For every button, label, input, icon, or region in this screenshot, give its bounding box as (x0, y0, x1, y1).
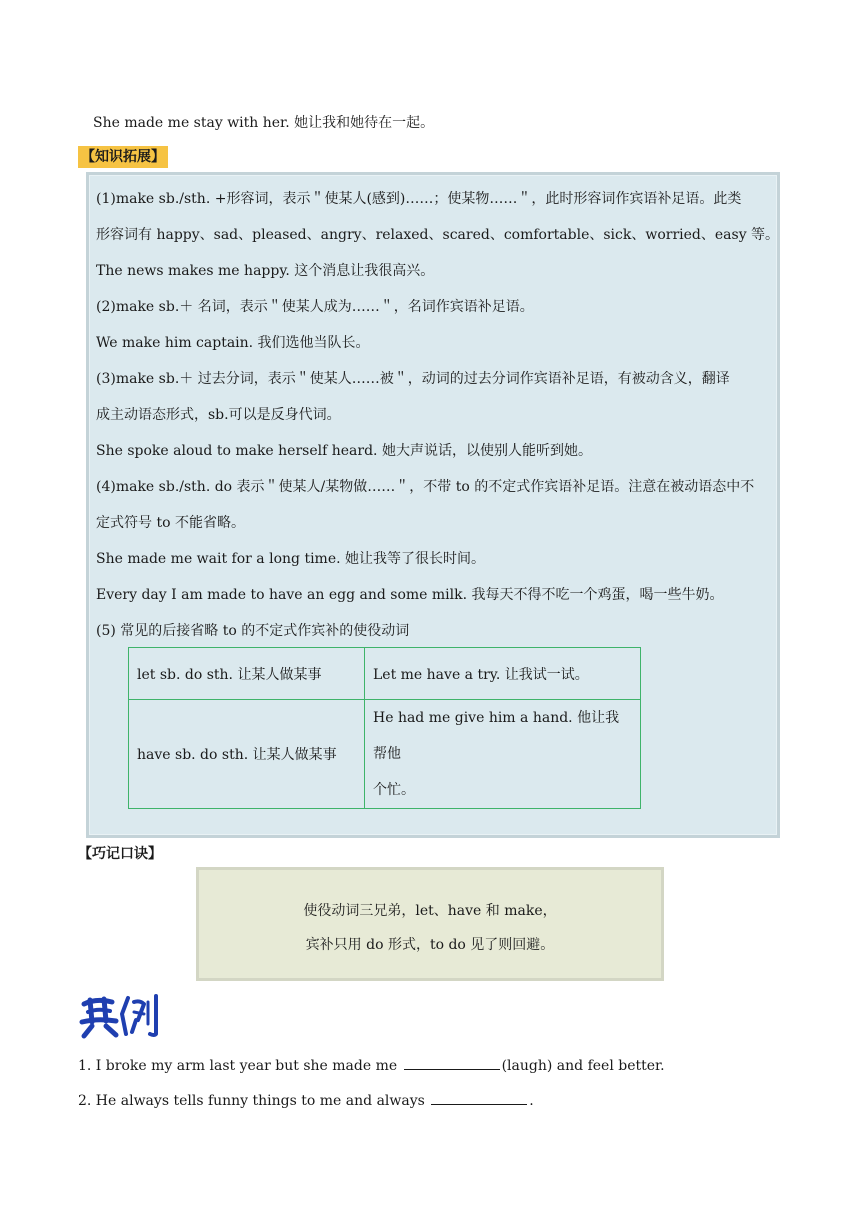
table-cell: have sb. do sth. 让某人做某事 (129, 700, 365, 809)
knowledge-line: We make him captain. 我们选他当队长。 (96, 335, 370, 351)
exercise-2-text-after: . (529, 1093, 534, 1109)
knowledge-line: (1)make sb./sth. +形容词，表示＂使某人(感到)……；使某物……＂，此时形容词作宾语补足语。此类 (96, 191, 742, 207)
knowledge-line: 成主动语态形式，sb.可以是反身代词。 (96, 407, 341, 423)
exercise-2-text: 2. He always tells funny things to me and always (78, 1093, 430, 1109)
causative-verbs-table (128, 647, 641, 809)
knowledge-line: She made me wait for a long time. 她让我等了很长时间。 (96, 551, 486, 567)
knowledge-line: She spoke aloud to make herself heard. 她大声说话，以使别人能听到她。 (96, 443, 592, 459)
answer-blank[interactable] (404, 1057, 500, 1070)
exercise-1-text-after: (laugh) and feel better. (501, 1058, 665, 1074)
intro-sentence: She made me stay with her. 她让我和她待在一起。 (93, 115, 435, 131)
knowledge-line: Every day I am made to have an egg and some milk. 我每天不得不吃一个鸡蛋，喝一些牛奶。 (96, 587, 724, 603)
table-cell: Let me have a try. 让我试一试。 (365, 648, 641, 700)
section-heading-mnemonic: 【巧记口诀】 (78, 846, 162, 862)
knowledge-line: (2)make sb.＋ 名词，表示＂使某人成为……＂，名词作宾语补足语。 (96, 299, 534, 315)
answer-blank[interactable] (431, 1092, 527, 1105)
table-cell: let sb. do sth. 让某人做某事 (129, 648, 365, 700)
table-row (129, 700, 641, 809)
exercise-1 (78, 1057, 665, 1074)
mnemonic-line: 宾补只用 do 形式，to do 见了则回避。 (305, 937, 555, 953)
mnemonic-box (196, 867, 664, 981)
table-cell-line: He had me give him a hand. 他让我帮他 (373, 710, 620, 762)
knowledge-line: (5) 常见的后接省略 to 的不定式作宾补的使役动词 (96, 623, 410, 639)
table-cell-line: 个忙。 (373, 782, 415, 798)
table-cell (365, 700, 641, 809)
knowledge-line: (4)make sb./sth. do 表示＂使某人/某物做……＂，不带 to 的不定式作宾语补足语。注意在被动语态中不 (96, 479, 755, 495)
knowledge-line: The news makes me happy. 这个消息让我很高兴。 (96, 263, 435, 279)
knowledge-line: 定式符号 to 不能省略。 (96, 515, 245, 531)
mnemonic-line: 使役动词三兄弟，let、have 和 make， (303, 903, 557, 919)
section-badge-knowledge: 【知识拓展】 (78, 146, 168, 168)
knowledge-line: 形容词有 happy、sad、pleased、angry、relaxed、scared、comfortable、sick、worried、easy 等。 (96, 227, 780, 243)
exercise-2 (78, 1092, 534, 1109)
table-row (129, 648, 641, 700)
exercise-1-text: 1. I broke my arm last year but she made me (78, 1058, 402, 1074)
dianli-calligraphy-icon (78, 990, 164, 1040)
knowledge-line: (3)make sb.＋ 过去分词，表示＂使某人……被＂，动词的过去分词作宾语补足语，有被动含义，翻译 (96, 371, 730, 387)
